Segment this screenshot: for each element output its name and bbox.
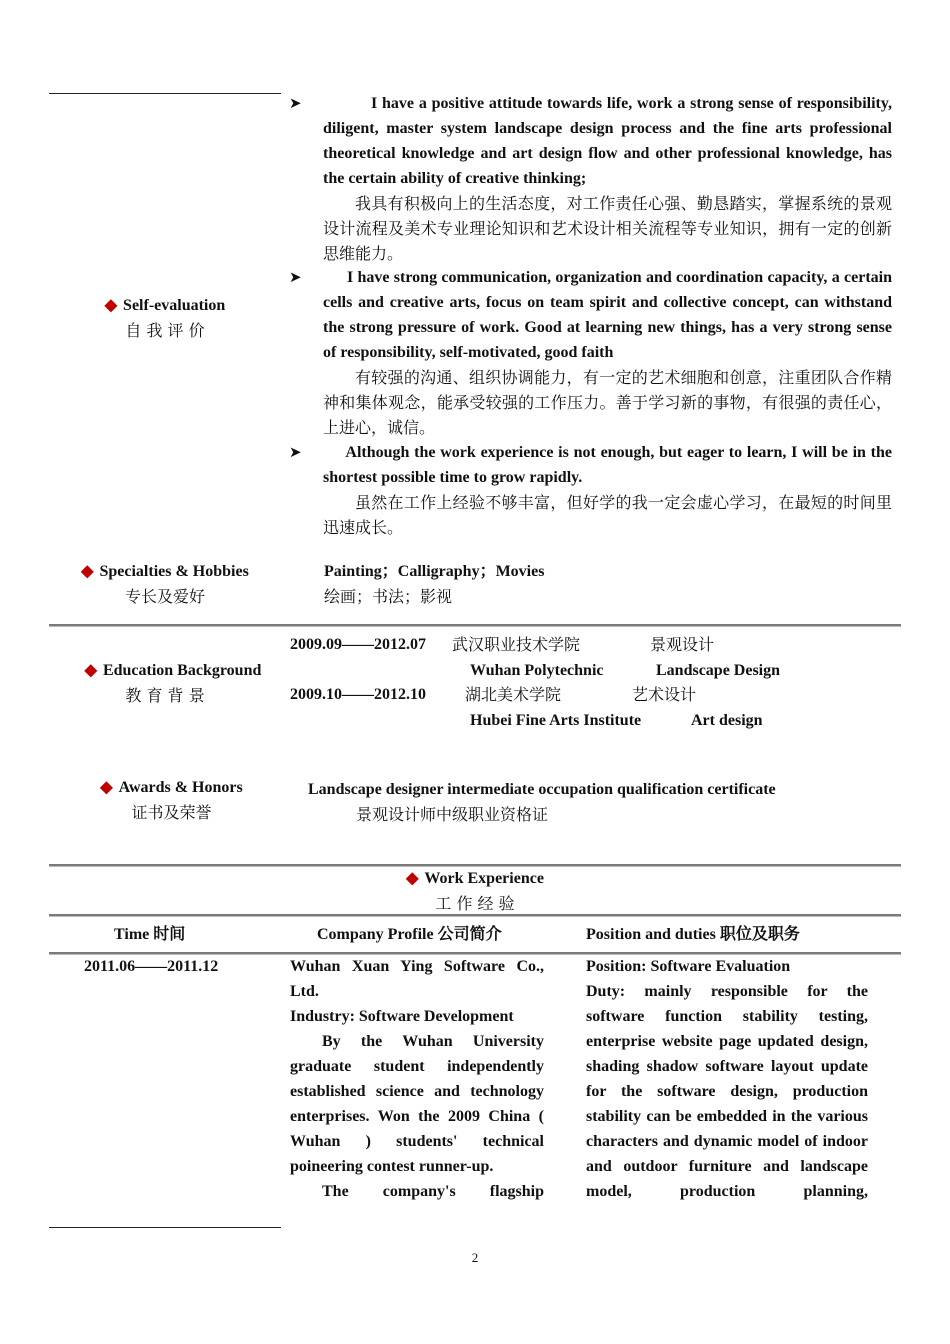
specialties-title-en: Specialties & Hobbies [99, 563, 249, 580]
work-row-position [586, 954, 868, 1204]
arrowhead-bullet-icon: ➤ [289, 270, 302, 286]
specialties-title-cn: 专长及爱好 [124, 587, 205, 606]
specialties-value-en: Painting；Calligraphy；Movies [324, 563, 545, 580]
education-1-major-en: Landscape Design [656, 662, 781, 679]
education-2-major-cn: 艺术设计 [632, 685, 697, 704]
red-diamond-icon: ◆ [81, 563, 94, 580]
company-name: Wuhan Xuan Ying Software Co., Ltd. [290, 958, 544, 1000]
self-eval-item-3-en: Although the work experience is not enough, but eager to learn, I will be in the shortest possible time to grow rapidly. [323, 444, 892, 486]
red-diamond-icon: ◆ [100, 779, 113, 796]
column-header-company: Company Profile 公司简介 [317, 926, 502, 943]
position-title: Position: Software Evaluation [586, 958, 791, 975]
education-2-major-en: Art design [691, 712, 763, 729]
education-title-cn: 教 育 背 景 [125, 686, 205, 705]
company-industry: Industry: Software Development [290, 1008, 514, 1025]
self-eval-item-3-cn: 虽然在工作上经验不够丰富，但好学的我一定会虚心学习，在最短的时间里迅速成长。 [323, 493, 892, 537]
top-left-rule [49, 93, 281, 94]
red-diamond-icon: ◆ [406, 870, 419, 887]
self-eval-item-2 [323, 265, 892, 440]
company-description-continued: The company's flagship [322, 1183, 544, 1200]
work-row-time: 2011.06——2011.12 [84, 958, 219, 975]
awards-value-en: Landscape designer intermediate occupation qualification certificate [308, 781, 776, 798]
self-evaluation-title-cn: 自 我 评 价 [125, 321, 205, 340]
self-eval-item-1 [323, 91, 892, 266]
red-diamond-icon: ◆ [84, 662, 97, 679]
self-eval-item-2-en: I have strong communication, organization and coordination capacity, a certain cells and creative arts, focus on team spirit and collective concept, can withstand the strong pressure of work. Good at learning new things, has a very strong sense of responsibility, self-motivated, good faith [323, 269, 892, 361]
specialties-label [49, 559, 281, 609]
education-1-school-en: Wuhan Polytechnic [470, 662, 604, 679]
self-evaluation-title-en: Self-evaluation [123, 297, 226, 314]
arrowhead-bullet-icon: ➤ [289, 445, 302, 461]
self-eval-item-2-cn: 有较强的沟通、组织协调能力，有一定的艺术细胞和创意，注重团队合作精神和集体观念，能承受较强的工作压力。善于学习新的事物，有很强的责任心，上进心，诚信。 [323, 368, 892, 437]
company-description: By the Wuhan University graduate student independently established science and technology enterprises. Won the 2009 China ( Wuhan ) students' technical poineering contest runner-up. [290, 1033, 544, 1175]
awards-title-en: Awards & Honors [118, 779, 243, 796]
column-header-time: Time 时间 [114, 926, 186, 943]
education-2-school-en: Hubei Fine Arts Institute [470, 712, 642, 729]
section-divider [49, 624, 901, 627]
awards-label [49, 775, 294, 825]
self-eval-item-3 [323, 440, 892, 540]
education-2-school-cn: 湖北美术学院 [465, 685, 562, 704]
bottom-left-rule [49, 1227, 281, 1228]
work-title-cn: 工 作 经 验 [435, 894, 515, 913]
self-eval-item-1-en: I have a positive attitude towards life, work a strong sense of responsibility, diligent, master system landscape design process and the fine arts professional theoretical knowledge and art design flow and other professional knowledge, has the certain ability of creative thinking; [323, 95, 892, 187]
table-top-rule [49, 914, 901, 917]
education-2-period: 2009.10——2012.10 [290, 686, 426, 703]
column-header-position: Position and duties 职位及职务 [586, 926, 800, 943]
page-number: 2 [471, 1250, 479, 1265]
awards-value-cn: 景观设计师中级职业资格证 [356, 805, 549, 824]
work-row-company [290, 954, 544, 1204]
education-1-major-cn: 景观设计 [650, 635, 715, 654]
awards-title-cn: 证书及荣誉 [131, 803, 212, 822]
specialties-value [324, 559, 884, 609]
position-duty: Duty: mainly responsible for the software function stability testing, enterprise website page updated design, shading shadow software layout update for the software design, production stability can be embedded in the various characters and dynamic model of indoor and outdoor furniture and landscape model, production planning, [586, 983, 868, 1200]
education-label [49, 658, 281, 708]
arrowhead-bullet-icon: ➤ [289, 96, 302, 112]
work-experience-label [49, 866, 901, 916]
education-1-school-cn: 武汉职业技术学院 [452, 635, 581, 654]
red-diamond-icon: ◆ [104, 297, 118, 314]
work-title-en: Work Experience [424, 870, 544, 887]
education-1-period: 2009.09——2012.07 [290, 636, 426, 653]
self-evaluation-label [49, 293, 281, 343]
education-title-en: Education Background [102, 662, 262, 679]
self-eval-item-1-cn: 我具有积极向上的生活态度，对工作责任心强、勤恳踏实，掌握系统的景观设计流程及美术专业理论知识和艺术设计相关流程等专业知识，拥有一定的创新思维能力。 [323, 194, 892, 263]
specialties-value-cn: 绘画；书法；影视 [324, 587, 453, 606]
